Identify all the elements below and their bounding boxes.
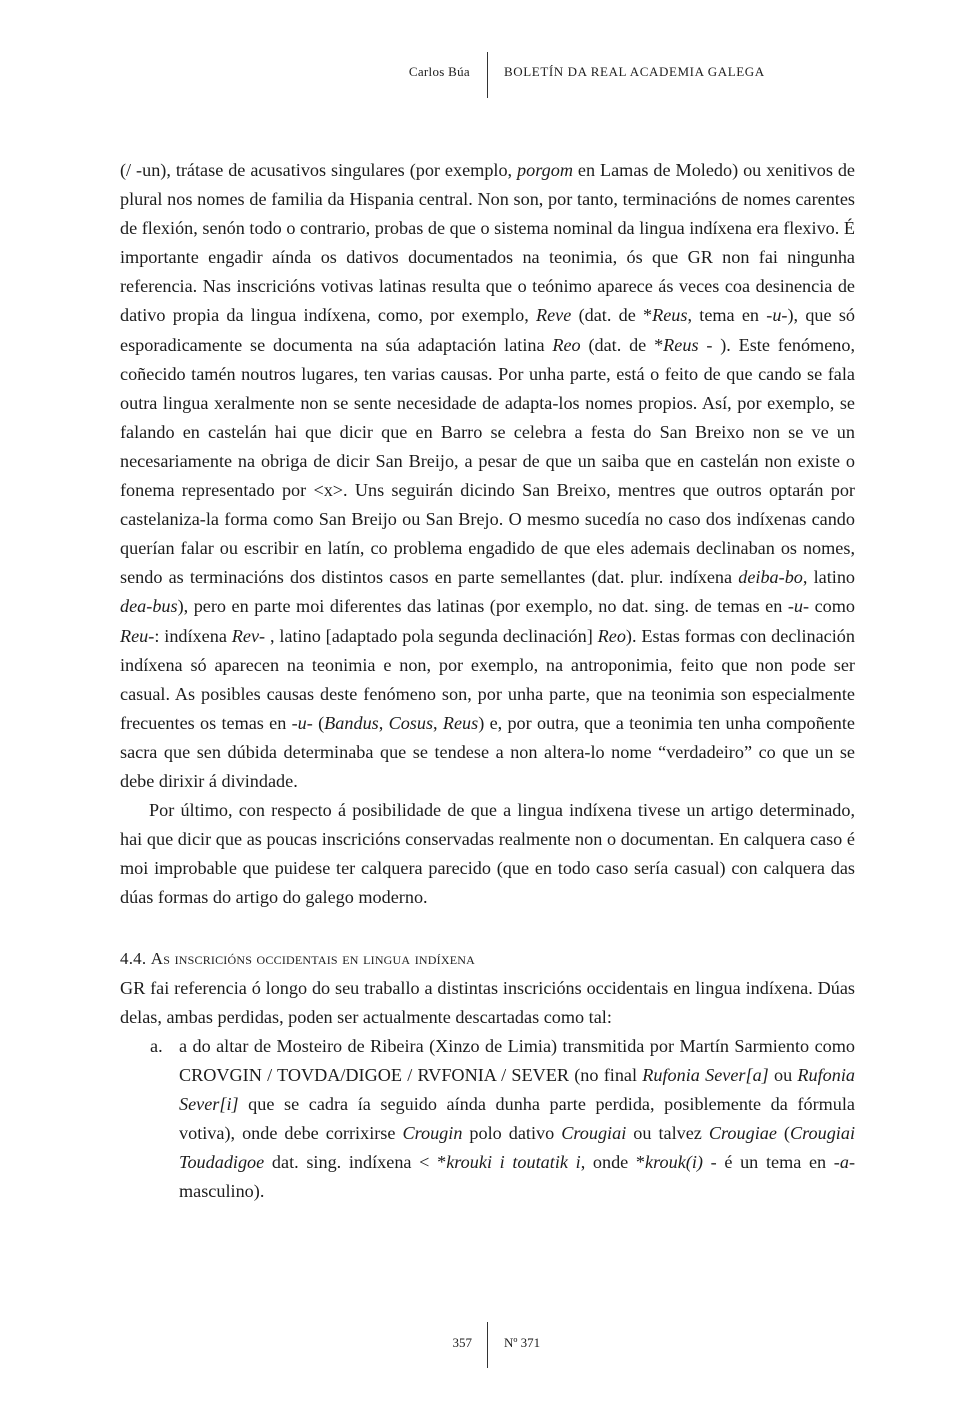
paragraph-2: Por último, con respecto á posibilidade de que a lingua indíxena tivese un artigo determinado, hai que dicir que as poucas inscricións conservadas realmente non o documentan. En calquera caso é moi improbable que puidese ter calquera parecido (que en todo caso sería casual) con calquera das dúas formas do artigo do galego moderno. [120, 800, 855, 908]
header-journal-title: BOLETÍN DA REAL ACADEMIA GALEGA [504, 64, 765, 79]
list-item: a. a do altar de Mosteiro de Ribeira (Xinzo de Limia) transmitida por Martín Sarmiento como CROVGIN / TOVDA/DIGOE / RVFONIA / SEVER (no final Rufonia Sever[a] ou Rufonia Sever[i] que se cadra ía seguido aínda dunha parte perdida, posiblemente da fórmula votiva), onde debe corrixirse Crougin polo dativo Crougiai ou talvez Crougiae (Crougiai Toudadigoe dat. sing. indíxena < *krouki i toutatik i, onde *krouk(i) - é un tema en -a- masculino). [120, 1032, 855, 1207]
list-marker: a. [150, 1035, 163, 1056]
page-number: 357 [452, 1335, 472, 1350]
section-number: 4.4. [120, 949, 147, 969]
section-heading [120, 944, 855, 973]
footer-divider [487, 1322, 488, 1368]
header-divider [487, 52, 488, 98]
section-title: As inscricións occidentais en lingua indíxena [150, 949, 475, 969]
paragraph-3: GR fai referencia ó longo do seu traballo a distintas inscricións occidentais en lingua indíxena. Dúas delas, ambas perdidas, poden ser actualmente descartadas como tal: [120, 977, 855, 1027]
article-body [120, 156, 855, 1206]
issue-number: Nº 371 [504, 1335, 541, 1350]
page-footer [0, 1322, 975, 1368]
running-header [0, 52, 975, 98]
header-author: Carlos Búa [408, 64, 470, 79]
paragraph-1: (/ -un), trátase de acusativos singulares (por exemplo, porgom en Lamas de Moledo) ou xenitivos de plural nos nomes de familia da Hispania central. Non son, por tanto, terminacións de nomes carentes de flexión, senón todo o contrario, probas de que o sistema nominal da lingua indíxena era flexivo. É importante engadir aínda os dativos documentados na teonimia, ós que GR non fai ningunha referencia. Nas inscricións votivas latinas resulta que o teónimo aparece ás veces coa desinencia de dativo propia da lingua indíxena, como, por exemplo, Reve (dat. de *Reus, tema en -u-), que só esporadicamente se documenta na súa adaptación latina Reo (dat. de *Reus - ). Este fenómeno, coñecido tamén noutros lugares, ten varias causas. Por unha parte, está o feito de que cando se fala outra lingua xeralmente non se sente necesidade de adapta-los nomes propios. Así, por exemplo, se falando en castelán hai que dicir que en Barro se celebra a festa do San Breixo non se ve un necesariamente na obriga de dicir San Breijo, a pesar de que un saiba que en castelán non existe o fonema representado por <x>. Uns seguirán dicindo San Breixo, mentres que outros optarán por castelaniza-la forma como San Breijo ou San Brejo. O mesmo sucedía no caso dos indíxenas cando querían falar ou escribir en latín, co problema engadido de que eles ademais declinaban os nomes, sendo as terminacións dos distintos casos en parte semellantes (dat. plur. indíxena deiba-bo, latino dea-bus), pero en parte moi diferentes das latinas (por exemplo, no dat. sing. de temas en -u- como Reu-: indíxena Rev- , latino [adaptado pola segunda declinación] Reo). Estas formas con declinación indíxena só aparecen na teonimia e non, por exemplo, na antroponimia, feito que non pode ser casual. As posibles causas deste fenómeno son, por unha parte, que na teonimia son especialmente frecuentes os temas en -u- (Bandus, Cosus, Reus) e, por outra, que a teonimia ten unha compoñente sacra que sen dúbida determinaba que se tendese a non altera-lo nome “verdadeiro” co que un se debe dirixir á divindade. [120, 160, 856, 791]
inscription-list [120, 1032, 855, 1207]
